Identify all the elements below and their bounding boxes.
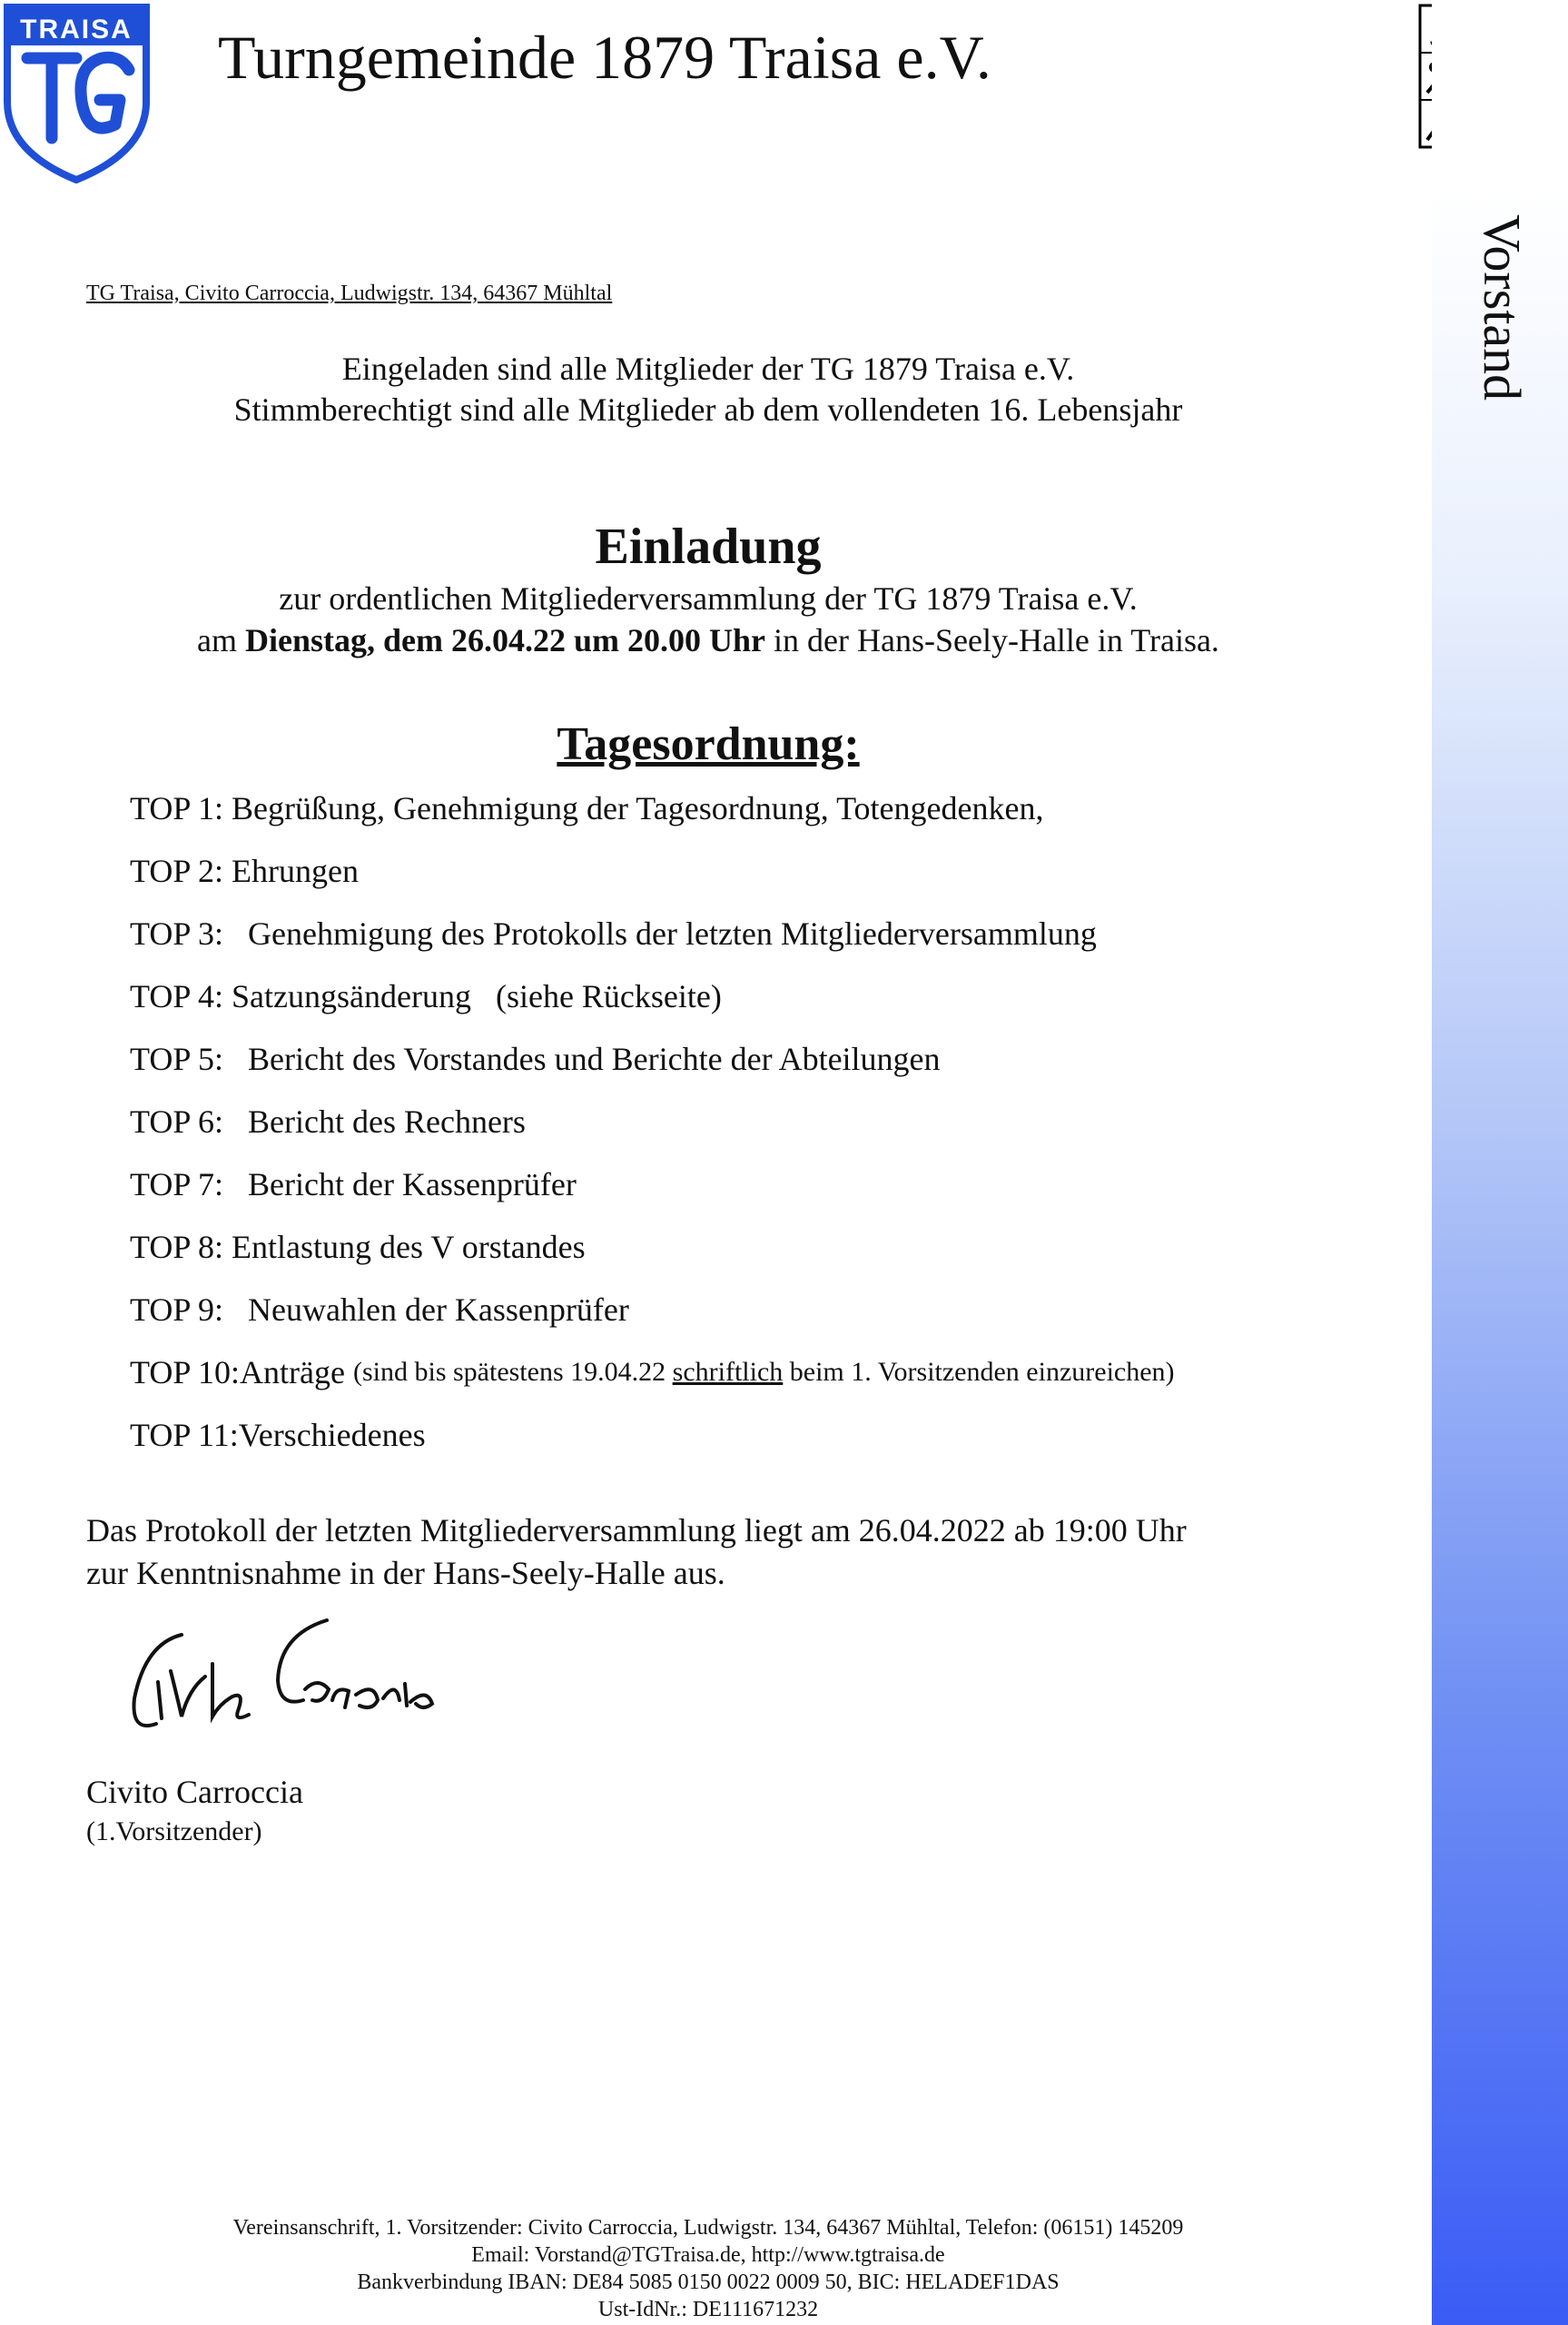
agenda-item-text: Bericht des Vorstandes und Berichte der Abteilungen (248, 1041, 941, 1077)
agenda-item-text: Bericht der Kassenprüfer (248, 1166, 577, 1202)
title-subline-2 (0, 621, 1416, 659)
agenda-note-suffix: beim 1. Vorsitzenden einzureichen) (783, 1357, 1175, 1387)
agenda-item (130, 1100, 1419, 1162)
agenda-item (130, 1288, 1419, 1350)
page-title: Einladung (595, 519, 822, 575)
agenda-item-text: Verschiedenes (238, 1417, 426, 1453)
agenda-item-text: Entlastung des V orstandes (232, 1229, 586, 1265)
footer-contact: Email: Vorstand@TGTraisa.de, http://www.tgtraisa.de (471, 2243, 945, 2267)
agenda-item-number: TOP 4: (130, 978, 224, 1014)
agenda-item (130, 1225, 1419, 1288)
footer-address: Vereinsanschrift, 1. Vorsitzender: Civito Carroccia, Ludwigstr. 134, 64367 Mühltal, Telefon: (06151) 145209 (232, 2216, 1184, 2240)
agenda-item-number: TOP 9: (130, 1291, 224, 1328)
agenda-item-text: Neuwahlen der Kassenprüfer (248, 1291, 629, 1328)
title-subline-prefix: am (197, 622, 246, 658)
agenda-item (130, 1162, 1419, 1225)
side-label-vorstand: Vorstand (1473, 214, 1532, 401)
agenda-item-number: TOP 5: (130, 1041, 224, 1077)
title-subline-1: zur ordentlichen Mitgliederversammlung der TG 1879 Traisa e.V. (279, 580, 1138, 617)
agenda-item-number: TOP 11: (130, 1417, 239, 1453)
agenda-item (130, 912, 1419, 975)
agenda-note-prefix: (sind bis spätestens 19.04.22 (352, 1357, 673, 1387)
title-subline-suffix: in der Hans-Seely-Halle in Traisa. (765, 622, 1219, 658)
agenda-item-number: TOP 7: (130, 1166, 224, 1202)
invitation-line-1: Eingeladen sind alle Mitglieder der TG 1879 Traisa e.V. (341, 351, 1075, 387)
agenda-item (130, 975, 1419, 1037)
svg-text:TRAISA: TRAISA (20, 15, 133, 45)
footer-vat: Ust-IdNr.: DE111671232 (597, 2298, 819, 2321)
agenda-list (130, 787, 1419, 1476)
agenda-note-underlined: schriftlich (672, 1357, 784, 1387)
agenda-item (130, 1413, 1419, 1476)
agenda-item (130, 849, 1419, 912)
tg-traisa-logo (2, 2, 152, 183)
invitation-line-2: Stimmberechtigt sind alle Mitglieder ab dem vollendeten 16. Lebensjahr (233, 391, 1183, 428)
agenda-item-note (353, 1350, 1175, 1413)
signer-role: (1.Vorsitzender) (86, 1816, 262, 1846)
meeting-date-time: Dienstag, dem 26.04.22 um 20.00 Uhr (245, 622, 766, 658)
agenda-title: Tagesordnung: (557, 718, 860, 770)
agenda-item-number: TOP 2: (130, 853, 224, 889)
agenda-item-text: Ehrungen (232, 853, 359, 889)
handwritten-signature (118, 1617, 445, 1744)
agenda-item (130, 1350, 1419, 1413)
agenda-item-text: Bericht des Rechners (248, 1103, 526, 1140)
agenda-item-text: Genehmigung des Protokolls der letzten Mitgliederversammlung (248, 915, 1097, 952)
agenda-item-number: TOP 8: (130, 1229, 224, 1265)
agenda-item-number: TOP 3: (130, 915, 224, 952)
agenda-item-text: Anträge (240, 1354, 345, 1390)
protocol-note-line-2: zur Kenntnisnahme in der Hans-Seely-Halle aus. (86, 1555, 725, 1591)
agenda-item-number: TOP 1: (130, 790, 224, 826)
agenda-item-text: Satzungsänderung (siehe Rückseite) (232, 978, 722, 1014)
agenda-item-number: TOP 6: (130, 1103, 224, 1140)
agenda-item (130, 787, 1419, 849)
protocol-note-line-1: Das Protokoll der letzten Mitgliederversammlung liegt am 26.04.2022 ab 19:00 Uhr (86, 1512, 1187, 1548)
protocol-note (86, 1509, 1187, 1595)
signer-name: Civito Carroccia (86, 1774, 303, 1810)
footer-bank: Bankverbindung IBAN: DE84 5085 0150 0022 0009 50, BIC: HELADEF1DAS (357, 2271, 1060, 2294)
footer (0, 2214, 1416, 2323)
agenda-item (130, 1037, 1419, 1100)
sender-address-line: TG Traisa, Civito Carroccia, Ludwigstr. 134, 64367 Mühltal (86, 282, 613, 305)
agenda-item-text: Begrüßung, Genehmigung der Tagesordnung, Totengedenken, (232, 790, 1044, 826)
agenda-item-number: TOP 10: (130, 1354, 241, 1390)
club-name: Turngemeinde 1879 Traisa e.V. (218, 23, 991, 92)
